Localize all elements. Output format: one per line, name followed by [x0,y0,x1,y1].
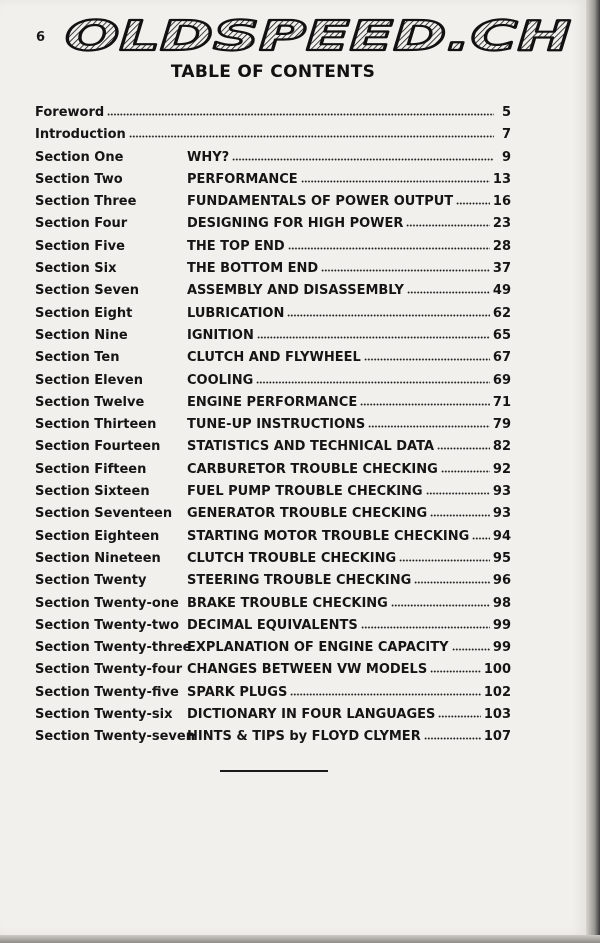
toc-page-number: 98 [492,595,511,611]
page-number: 6 [36,30,46,45]
toc-entry [35,615,511,637]
toc-section-label: Section Twelve [35,394,145,410]
toc-entry [35,325,511,347]
toc-section-label: Section Seven [35,283,139,299]
dot-leader [256,372,490,384]
svg-text:OLDSPEED.CH: OLDSPEED.CH [65,15,571,55]
toc-section-label: Section Twenty-five [35,684,179,700]
oldspeed-logo [62,15,574,55]
toc-entry [35,303,511,325]
toc-page-number: 49 [492,283,511,299]
toc-entry [35,392,511,414]
toc-section-label: Section Seventeen [35,506,173,522]
toc-entry [35,570,511,592]
toc-page-number: 92 [492,461,511,477]
toc-entry [35,526,511,548]
toc-page-number: 69 [492,372,511,388]
dot-leader [290,684,481,696]
toc-page-number: 107 [483,729,511,745]
toc-chapter-title: DESIGNING FOR HIGH POWER [187,216,404,232]
toc-entry [35,102,511,124]
dot-leader [364,349,490,361]
page-bottom-edge [0,935,600,943]
toc-chapter-title: DICTIONARY IN FOUR LANGUAGES [187,707,436,723]
toc-page-number: 95 [492,550,511,566]
toc-page-number: 96 [492,573,511,589]
divider-rule [220,770,328,772]
dot-leader [406,215,490,227]
toc-page-number: 93 [492,484,511,500]
toc-entry [35,637,511,659]
toc-section-label: Section Fourteen [35,439,161,455]
toc-chapter-title: CHANGES BETWEEN VW MODELS [187,662,428,678]
toc-chapter-title: ASSEMBLY AND DISASSEMBLY [187,283,404,299]
toc-page-number: 99 [492,640,511,656]
toc-chapter-title: STARTING MOTOR TROUBLE CHECKING [187,528,470,544]
dot-leader [391,595,490,607]
toc-entry [35,548,511,570]
dot-leader [257,327,490,339]
toc-section-label: Section Four [35,216,128,232]
toc-section-label: Section One [35,149,124,165]
toc-section-label: Section Five [35,238,125,254]
toc-chapter-title: COOLING [187,372,254,388]
toc-section-label: Section Eighteen [35,528,160,544]
toc-entry [35,370,511,392]
toc-chapter-title: GENERATOR TROUBLE CHECKING [187,506,428,522]
toc-entry [35,436,511,458]
toc-section-label: Section Twenty [35,573,147,589]
toc-entry [35,236,511,258]
dot-leader [301,171,490,183]
toc-page-number: 28 [492,238,511,254]
toc-section-label: Section Ten [35,350,120,366]
toc-entry [35,213,511,235]
toc-entry [35,459,511,481]
toc-page-number: 5 [501,105,511,120]
toc-entry [35,726,511,748]
toc-chapter-title: STATISTICS AND TECHNICAL DATA [187,439,435,455]
toc-section-label: Section Nine [35,327,128,343]
toc-entry [35,258,511,280]
toc-section-label: Section Twenty-three [35,640,192,656]
toc-section-label: Section Eleven [35,372,143,388]
toc-chapter-title: WHY? [187,149,230,165]
dot-leader [414,572,490,584]
toc-entry [35,280,511,302]
toc-page-number: 16 [492,194,511,210]
toc-page-number: 9 [501,149,511,165]
toc-page-number: 13 [492,171,511,187]
toc-page-number: 99 [492,617,511,633]
toc-page-number: 62 [492,305,511,321]
book-spine [586,0,600,943]
dot-leader [129,126,494,138]
toc-section-label: Section Twenty-one [35,595,179,611]
toc-page-number: 67 [492,350,511,366]
toc-chapter-title: CARBURETOR TROUBLE CHECKING [187,461,438,477]
toc-chapter-title: FUEL PUMP TROUBLE CHECKING [187,484,423,500]
dot-leader [430,661,481,673]
dot-leader [441,461,490,473]
toc-list [35,102,511,749]
dot-leader [437,438,490,450]
toc-chapter-title: SPARK PLUGS [187,684,288,700]
toc-section-label: Section Nineteen [35,550,161,566]
toc-section-label: Section Twenty-two [35,617,180,633]
dot-leader [360,394,490,406]
toc-entry [35,682,511,704]
dot-leader [426,483,490,495]
dot-leader [287,305,490,317]
toc-section-label: Section Twenty-four [35,662,183,678]
dot-leader [430,505,490,517]
toc-page-number: 82 [492,439,511,455]
toc-entry [35,659,511,681]
toc-section-label: Section Three [35,194,137,210]
dot-leader [288,238,490,250]
dot-leader [438,706,480,718]
toc-entry [35,347,511,369]
toc-chapter-title: EXPLANATION OF ENGINE CAPACITY [187,640,449,656]
toc-page-number: 102 [483,684,511,700]
toc-entry [35,503,511,525]
toc-page-number: 7 [501,127,511,143]
toc-section-label: Introduction [35,127,126,143]
dot-leader [368,416,490,428]
toc-chapter-title: TUNE-UP INSTRUCTIONS [187,417,366,433]
dot-leader [361,617,490,629]
toc-chapter-title: CLUTCH AND FLYWHEEL [187,350,361,366]
toc-chapter-title: BRAKE TROUBLE CHECKING [187,595,388,611]
dot-leader [424,728,481,740]
toc-chapter-title: STEERING TROUBLE CHECKING [187,573,412,589]
toc-page-number: 79 [492,417,511,433]
toc-section-label: Section Thirteen [35,417,157,433]
toc-entry [35,147,511,169]
toc-chapter-title: HINTS & TIPS by FLOYD CLYMER [187,729,421,745]
toc-page-number: 103 [483,707,511,723]
dot-leader [472,528,490,540]
dot-leader [456,193,490,205]
toc-chapter-title: IGNITION [187,327,254,343]
dot-leader [452,639,490,651]
toc-page-number: 65 [492,327,511,343]
toc-entry [35,191,511,213]
dot-leader [107,104,494,116]
toc-chapter-title: THE TOP END [187,238,285,254]
dot-leader [232,149,494,161]
dot-leader [407,282,490,294]
toc-page-number: 94 [492,528,511,544]
toc-page-number: 93 [492,506,511,522]
toc-entry [35,704,511,726]
toc-page-number: 37 [492,261,511,277]
toc-section-label: Foreword [35,105,105,120]
toc-entry [35,593,511,615]
dot-leader [399,550,490,562]
toc-section-label: Section Twenty-seven [35,729,195,745]
toc-chapter-title: LUBRICATION [187,305,285,321]
dot-leader [321,260,490,272]
toc-entry [35,481,511,503]
toc-section-label: Section Sixteen [35,484,150,500]
toc-entry [35,414,511,436]
toc-page-number: 100 [483,662,511,678]
toc-chapter-title: THE BOTTOM END [187,261,319,277]
toc-section-label: Section Two [35,171,123,187]
toc-page-number: 71 [492,394,511,410]
toc-chapter-title: CLUTCH TROUBLE CHECKING [187,550,397,566]
toc-chapter-title: DECIMAL EQUIVALENTS [187,617,358,633]
toc-page-number: 23 [492,216,511,232]
toc-section-label: Section Fifteen [35,461,147,477]
toc-chapter-title: ENGINE PERFORMANCE [187,394,358,410]
toc-chapter-title: PERFORMANCE [187,171,298,187]
toc-entry [35,124,511,146]
toc-section-label: Section Six [35,261,117,277]
toc-section-label: Section Twenty-six [35,707,173,723]
toc-chapter-title: FUNDAMENTALS OF POWER OUTPUT [187,194,454,210]
toc-section-label: Section Eight [35,305,133,321]
toc-title: TABLE OF CONTENTS [170,62,376,82]
toc-entry [35,169,511,191]
